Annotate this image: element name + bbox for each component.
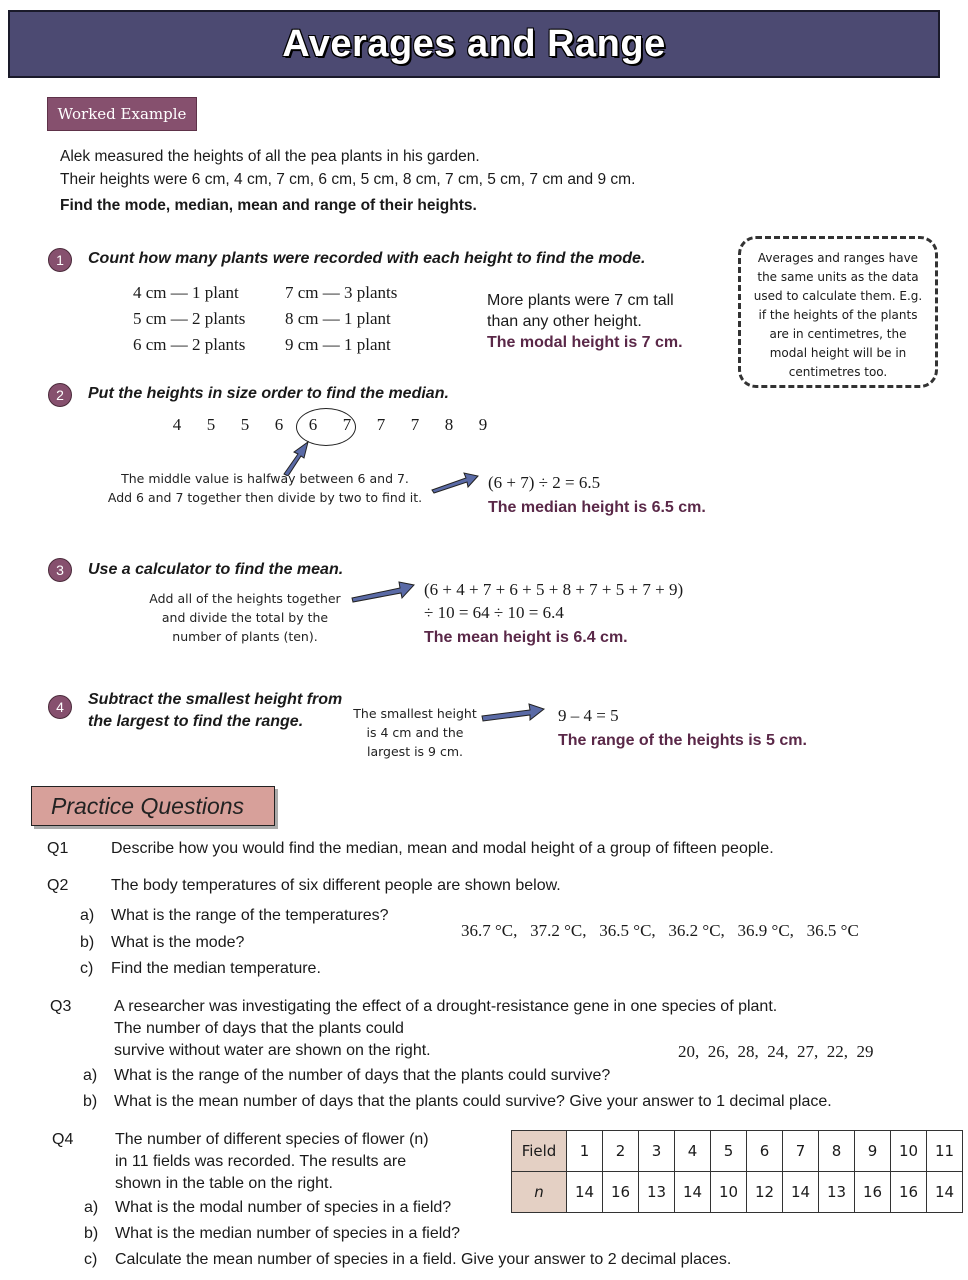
table-cell: 10 — [891, 1131, 927, 1172]
q4-text-line: in 11 fields was recorded. The results are — [115, 1153, 407, 1170]
mean-calc — [424, 578, 683, 624]
sorted-value: 8 — [444, 415, 454, 434]
table-cell: 1 — [567, 1131, 603, 1172]
step-1-heading: Count how many plants were recorded with each height to find the mode. — [88, 250, 646, 267]
table-cell: 3 — [639, 1131, 675, 1172]
range-calc: 9 – 4 = 5 — [558, 706, 619, 725]
mode-result: The modal height is 7 cm. — [487, 334, 683, 351]
sorted-value: 6 — [274, 415, 284, 434]
q3-days-data: 20, 26, 28, 24, 27, 22, 29 — [678, 1042, 874, 1061]
frequency-item: 4 cm — 1 plant — [133, 283, 239, 302]
q2-part-b: What is the mode? — [111, 934, 245, 951]
table-cell: 5 — [711, 1131, 747, 1172]
sorted-value: 9 — [478, 415, 488, 434]
q4-text-line: shown in the table on the right. — [115, 1175, 333, 1192]
title-bar — [8, 10, 940, 78]
worked-example-badge: Worked Example — [47, 97, 197, 131]
step-4-heading — [88, 689, 342, 733]
step-2-heading: Put the heights in size order to find the median. — [88, 385, 449, 402]
range-note — [350, 704, 480, 761]
mean-note — [130, 589, 360, 646]
worked-example-intro — [60, 145, 635, 217]
mean-note-line: and divide the total by the — [161, 610, 329, 625]
step-4-heading-line: Subtract the smallest height from — [88, 691, 343, 708]
table-cell: 7 — [783, 1131, 819, 1172]
step-1-number: 1 — [48, 248, 72, 272]
table-cell: 6 — [747, 1131, 783, 1172]
median-note-line: Add 6 and 7 together then divide by two to find it. — [107, 490, 423, 505]
median-note — [100, 469, 430, 507]
q4-text — [115, 1127, 429, 1197]
intro-line-1: Alek measured the heights of all the pea plants in his garden. — [60, 148, 480, 165]
sorted-value: 7 — [410, 415, 420, 434]
q4-part-label: a) — [84, 1199, 99, 1216]
range-result: The range of the heights is 5 cm. — [558, 732, 807, 749]
q2-temperature-data: 36.7 °C, 37.2 °C, 36.5 °C, 36.2 °C, 36.9 °C, 36.5 °C — [461, 921, 859, 940]
table-cell: 10 — [711, 1172, 747, 1213]
mean-calc-line: (6 + 4 + 7 + 6 + 5 + 8 + 7 + 5 + 7 + 9) — [424, 580, 684, 599]
mode-explanation-line: than any other height. — [487, 313, 642, 330]
frequency-item: 7 cm — 3 plants — [285, 283, 398, 302]
frequency-list — [133, 280, 435, 358]
table-row-field — [512, 1131, 963, 1172]
frequency-item: 5 cm — 2 plants — [133, 309, 246, 328]
q3-label: Q3 — [50, 998, 72, 1015]
table-cell: 14 — [567, 1172, 603, 1213]
arrow-right-icon — [350, 580, 416, 604]
step-3-number: 3 — [48, 558, 72, 582]
median-calc: (6 + 7) ÷ 2 = 6.5 — [488, 473, 601, 492]
step-4-heading-line: the largest to find the range. — [88, 713, 304, 730]
mean-result: The mean height is 6.4 cm. — [424, 629, 628, 646]
table-cell: 13 — [819, 1172, 855, 1213]
row-header-field: Field — [512, 1131, 567, 1172]
mode-explanation-line: More plants were 7 cm tall — [487, 292, 674, 309]
q2-part-label: a) — [80, 907, 95, 924]
table-cell: 11 — [927, 1131, 963, 1172]
table-cell: 14 — [675, 1172, 711, 1213]
q2-part-a: What is the range of the temperatures? — [111, 907, 389, 924]
table-cell: 13 — [639, 1172, 675, 1213]
table-cell: 14 — [927, 1172, 963, 1213]
mean-note-line: Add all of the heights together — [149, 591, 341, 606]
mean-note-line: number of plants (ten). — [172, 629, 318, 644]
sorted-value: 6 — [308, 415, 318, 434]
q4-text-line: The number of different species of flower (n) — [115, 1131, 429, 1148]
step-3-heading: Use a calculator to find the mean. — [88, 561, 344, 578]
q3-part-label: a) — [83, 1067, 98, 1084]
row-header-n: n — [512, 1172, 567, 1213]
q4-part-label: b) — [84, 1225, 99, 1242]
median-note-line: The middle value is halfway between 6 and 7. — [121, 471, 409, 486]
q2-label: Q2 — [47, 877, 69, 894]
table-cell: 4 — [675, 1131, 711, 1172]
page-title: Averages and Range — [282, 22, 666, 65]
q4-part-a: What is the modal number of species in a field? — [115, 1199, 452, 1216]
frequency-item: 6 cm — 2 plants — [133, 335, 246, 354]
q4-part-b: What is the median number of species in a field? — [115, 1225, 461, 1242]
q3-text-line: A researcher was investigating the effect of a drought-resistance gene in one species of plant. — [114, 998, 778, 1015]
mean-calc-line: ÷ 10 = 64 ÷ 10 = 6.4 — [424, 603, 564, 622]
q2-text: The body temperatures of six different people are shown below. — [111, 877, 561, 894]
step-4-number: 4 — [48, 695, 72, 719]
table-cell: 16 — [855, 1172, 891, 1213]
range-note-line: largest is 9 cm. — [367, 744, 463, 759]
q2-part-label: b) — [80, 934, 95, 951]
q3-part-b: What is the mean number of days that the plants could survive? Give your answer to 1 decimal place. — [114, 1093, 832, 1110]
arrow-right-icon — [430, 472, 480, 494]
range-note-line: The smallest height — [353, 706, 477, 721]
practice-questions-badge: Practice Questions — [31, 786, 275, 826]
q4-part-c: Calculate the mean number of species in a field. Give your answer to 2 decimal places. — [115, 1251, 732, 1268]
mode-explanation — [487, 290, 683, 353]
q2-part-label: c) — [80, 960, 94, 977]
table-cell: 16 — [891, 1172, 927, 1213]
frequency-item: 8 cm — 1 plant — [285, 309, 391, 328]
q4-label: Q4 — [52, 1131, 74, 1148]
tip-box: Averages and ranges have the same units as the data used to calculate them. E.g. if the heights of the plants are in centimetres, the modal height will be in centimetres too. — [738, 236, 938, 388]
q3-part-label: b) — [83, 1093, 98, 1110]
table-cell: 8 — [819, 1131, 855, 1172]
step-2-number: 2 — [48, 383, 72, 407]
table-cell: 12 — [747, 1172, 783, 1213]
table-row-n — [512, 1172, 963, 1213]
sorted-value: 7 — [376, 415, 386, 434]
sorted-value: 4 — [172, 415, 182, 434]
task-statement: Find the mode, median, mean and range of their heights. — [60, 197, 477, 214]
sorted-value: 5 — [206, 415, 216, 434]
sorted-value: 5 — [240, 415, 250, 434]
table-cell: 2 — [603, 1131, 639, 1172]
arrow-right-icon — [480, 702, 546, 726]
q3-text-line: survive without water are shown on the right. — [114, 1042, 431, 1059]
q2-part-c: Find the median temperature. — [111, 960, 321, 977]
table-cell: 14 — [783, 1172, 819, 1213]
intro-line-2: Their heights were 6 cm, 4 cm, 7 cm, 6 cm, 5 cm, 8 cm, 7 cm, 5 cm, 7 cm and 9 cm. — [60, 171, 636, 188]
median-result: The median height is 6.5 cm. — [488, 499, 706, 516]
q1-label: Q1 — [47, 840, 69, 857]
q3-text-line: The number of days that the plants could — [114, 1020, 404, 1037]
q4-part-label: c) — [84, 1251, 98, 1268]
frequency-item: 9 cm — 1 plant — [285, 335, 391, 354]
q1-text: Describe how you would find the median, mean and modal height of a group of fifteen people. — [111, 840, 774, 857]
sorted-value: 7 — [342, 415, 352, 434]
species-table — [511, 1130, 963, 1213]
q3-part-a: What is the range of the number of days that the plants could survive? — [114, 1067, 611, 1084]
table-cell: 9 — [855, 1131, 891, 1172]
range-note-line: is 4 cm and the — [366, 725, 464, 740]
table-cell: 16 — [603, 1172, 639, 1213]
